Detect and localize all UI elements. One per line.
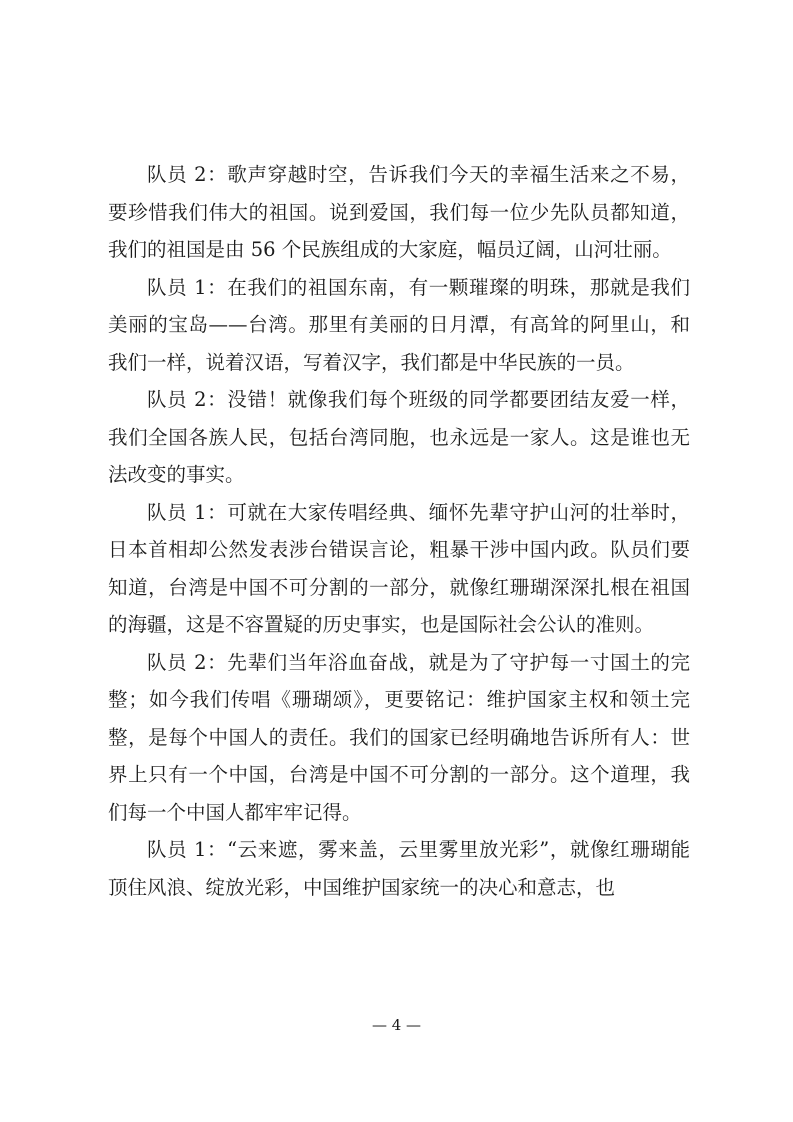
paragraph-6: 队员 1：“云来遮，雾来盖，云里雾里放光彩”，就像红珊瑚能顶住风浪、绽放光彩，中国维护国家统一的决心和意志，也: [108, 838, 690, 899]
page-number: — 4 —: [371, 1016, 422, 1034]
document-body: [108, 156, 690, 906]
paragraph-1: 队员 2：歌声穿越时空，告诉我们今天的幸福生活来之不易，要珍惜我们伟大的祖国。说到爱国，我们每一位少先队员都知道，我们的祖国是由 56 个民族组成的大家庭，幅员辽阔，山河壮丽。: [108, 163, 690, 261]
paragraph-4: 队员 1：可就在大家传唱经典、缅怀先辈守护山河的壮举时，日本首相却公然发表涉台错误言论，粗暴干涉中国内政。队员们要知道，台湾是中国不可分割的一部分，就像红珊瑚深深扎根在祖国的海疆，这是不容置疑的历史事实，也是国际社会公认的准则。: [108, 500, 690, 636]
paragraph-2: 队员 1：在我们的祖国东南，有一颗璀璨的明珠，那就是我们美丽的宝岛——台湾。那里有美丽的日月潭，有高耸的阿里山，和我们一样，说着汉语，写着汉字，我们都是中华民族的一员。: [108, 275, 690, 374]
paragraph-5: 队员 2：先辈们当年浴血奋战，就是为了守护每一寸国土的完整；如今我们传唱《珊瑚颂》，更要铭记：维护国家主权和领土完整，是每个中国人的责任。我们的国家已经明确地告诉所有人：世界上只有一个中国，台湾是中国不可分割的一部分。这个道理，我们每一个中国人都牢牢记得。: [108, 650, 690, 824]
paragraph-3: 队员 2：没错！就像我们每个班级的同学都要团结友爱一样，我们全国各族人民，包括台湾同胞，也永远是一家人。这是谁也无法改变的事实。: [108, 388, 690, 486]
